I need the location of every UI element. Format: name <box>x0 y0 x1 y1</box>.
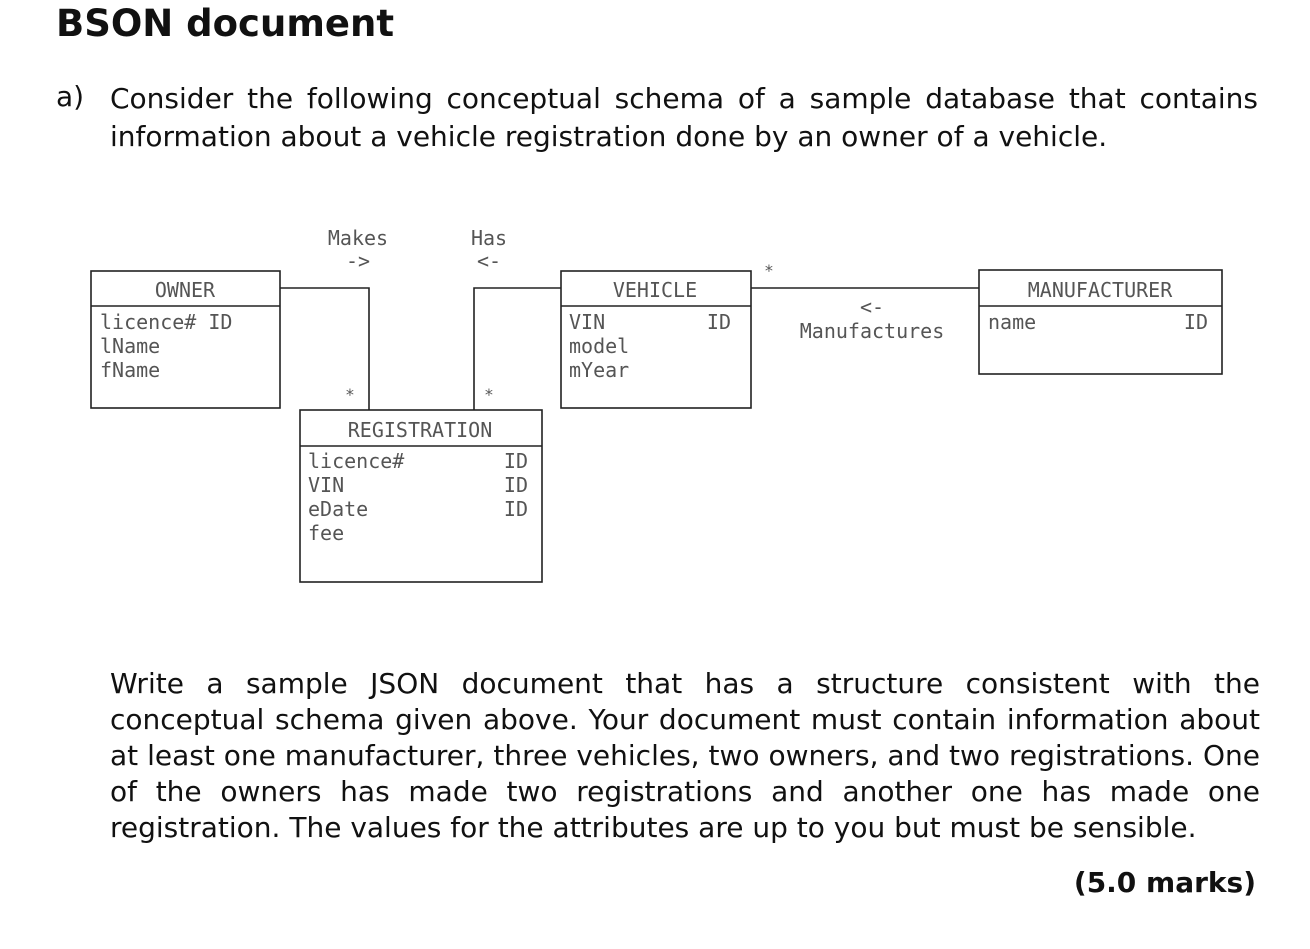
makes-arrow: -> <box>345 249 371 273</box>
marks-label: (5.0 marks) <box>1073 866 1256 899</box>
has-arrow: <- <box>476 249 502 273</box>
manufactures-arrow: <- <box>859 295 885 319</box>
multiplicity-star: * <box>764 261 774 280</box>
vehicle-key: ID <box>706 310 731 334</box>
registration-attr: fee <box>308 521 345 545</box>
registration-attr: VIN <box>308 473 345 497</box>
owner-attr: licence# ID <box>100 310 233 334</box>
question-label: a) <box>56 80 85 113</box>
multiplicity-star: * <box>345 385 355 404</box>
manufacturer-title: MANUFACTURER <box>1027 278 1173 302</box>
instructions-text: Write a sample JSON document that has a structure consistent with the conceptual schema given above. Your document must contain information about at least one manufacturer, three vehicles, two owners, and two registrations. One of the owners has made two registrations and another one has made one registration. The values for the attributes are up to you but must be sensible. <box>110 667 1260 844</box>
owner-title: OWNER <box>154 278 216 302</box>
vehicle-attr: model <box>569 334 630 358</box>
vehicle-title: VEHICLE <box>612 278 698 302</box>
registration-key: ID <box>503 497 528 521</box>
manufacturer-attr: name <box>988 310 1037 334</box>
manufacturer-key: ID <box>1183 310 1208 334</box>
registration-key: ID <box>503 449 528 473</box>
registration-attr: licence# <box>308 449 405 473</box>
vehicle-attr: mYear <box>569 358 630 382</box>
owner-attr: fName <box>100 358 161 382</box>
owner-attr: lName <box>100 334 161 358</box>
vehicle-attr: VIN <box>569 310 606 334</box>
makes-connector <box>280 288 369 410</box>
manufactures-label: Manufactures <box>799 319 945 343</box>
registration-title: REGISTRATION <box>347 418 493 442</box>
question-text: Consider the following conceptual schema of a sample database that contains information about a vehicle registration done by an owner of a vehicle. <box>110 82 1258 153</box>
registration-key: ID <box>503 473 528 497</box>
registration-attr: eDate <box>308 497 369 521</box>
makes-label: Makes <box>327 226 389 250</box>
section-heading: BSON document <box>56 2 395 45</box>
has-label: Has <box>470 226 508 250</box>
multiplicity-star: * <box>484 385 494 404</box>
